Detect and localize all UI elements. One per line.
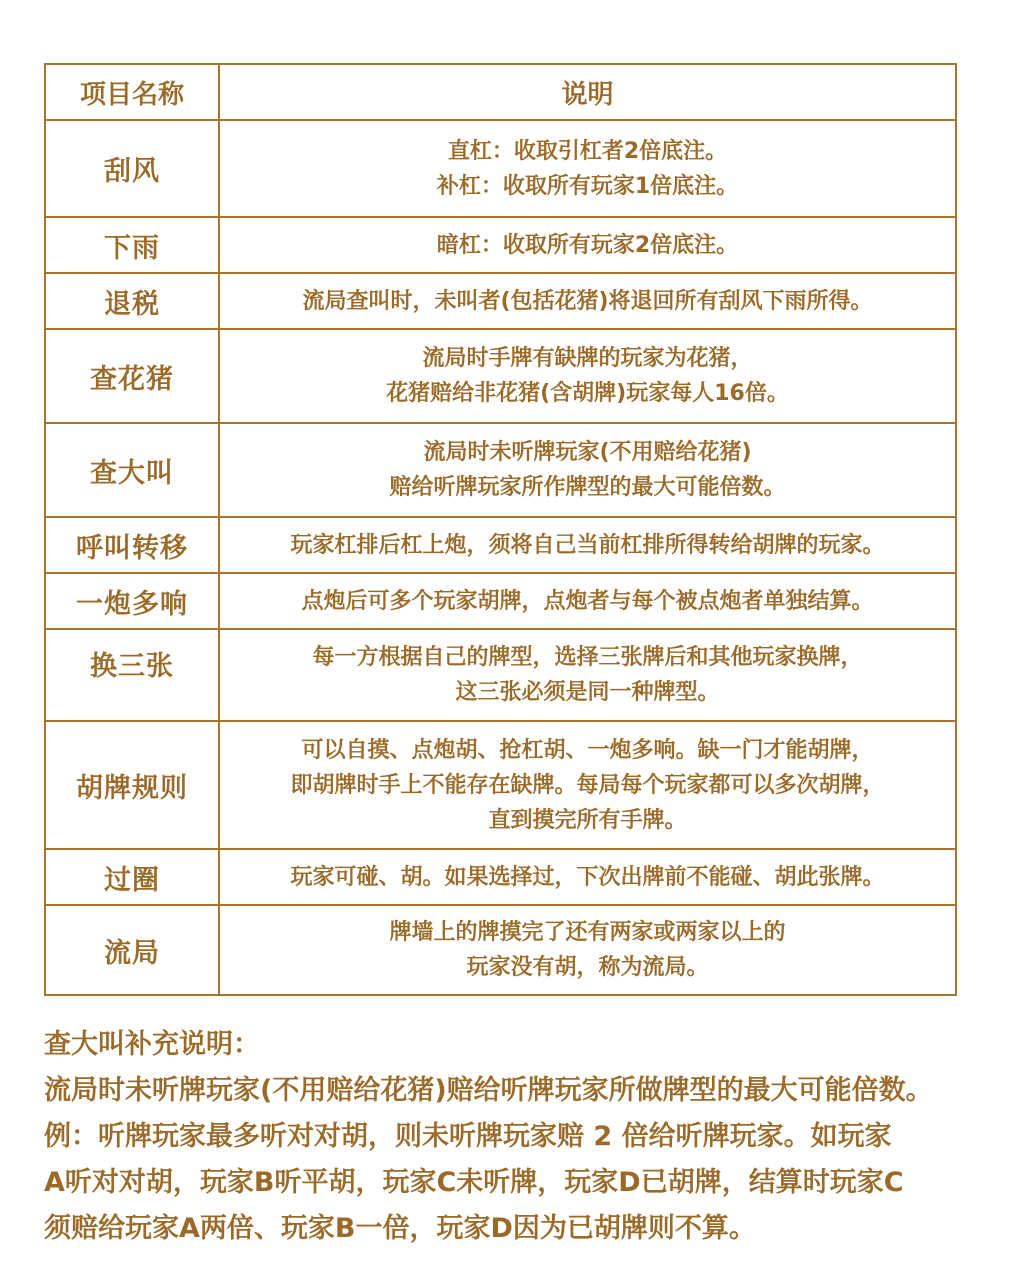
row-desc xyxy=(219,721,956,849)
table-header-row xyxy=(45,64,956,120)
row-name: 换三张 xyxy=(45,629,219,721)
desc-line: 流局时未听牌玩家(不用赔给花猪) xyxy=(423,440,752,465)
row-name: 退税 xyxy=(45,273,219,329)
desc-line: 点炮后可多个玩家胡牌，点炮者与每个被点炮者单独结算。 xyxy=(301,588,874,614)
row-name: 流局 xyxy=(45,905,219,995)
desc-line: 花猪赔给非花猪(含胡牌)玩家每人16倍。 xyxy=(386,381,789,406)
row-desc xyxy=(219,629,956,721)
table-row xyxy=(45,120,956,217)
table-row xyxy=(45,217,956,273)
table-row xyxy=(45,905,956,995)
desc-line: 直到摸完所有手牌。 xyxy=(488,807,687,833)
row-desc xyxy=(219,573,956,629)
desc-line: 赔给听牌玩家所作牌型的最大可能倍数。 xyxy=(389,475,786,500)
row-name: 胡牌规则 xyxy=(45,721,219,849)
row-desc xyxy=(219,217,956,273)
desc-line: 补杠：收取所有玩家1倍底注。 xyxy=(436,173,739,199)
row-name: 一炮多响 xyxy=(45,573,219,629)
header-name: 项目名称 xyxy=(45,64,219,120)
note-line: 流局时未听牌玩家(不用赔给花猪)赔给听牌玩家所做牌型的最大可能倍数。 xyxy=(44,1075,933,1106)
desc-line: 牌墙上的牌摸完了还有两家或两家以上的 xyxy=(389,920,786,945)
row-name: 呼叫转移 xyxy=(45,517,219,573)
row-desc xyxy=(219,329,956,423)
desc-line: 玩家没有胡，称为流局。 xyxy=(466,955,709,980)
desc-line: 流局查叫时，未叫者(包括花猪)将退回所有刮风下雨所得。 xyxy=(302,288,873,314)
note-title: 查大叫补充说明： xyxy=(44,1029,260,1060)
row-name: 查花猪 xyxy=(45,329,219,423)
desc-line: 玩家杠排后杠上炮，须将自己当前杠排所得转给胡牌的玩家。 xyxy=(290,532,885,558)
table-row xyxy=(45,629,956,721)
rules-body xyxy=(45,120,956,995)
desc-line: 这三张必须是同一种牌型。 xyxy=(455,680,720,705)
header-desc: 说明 xyxy=(219,64,956,120)
desc-line: 流局时手牌有缺牌的玩家为花猪， xyxy=(422,346,753,371)
desc-line: 可以自摸、点炮胡、抢杠胡、一炮多响。缺一门才能胡牌， xyxy=(301,737,874,763)
desc-line: 暗杠：收取所有玩家2倍底注。 xyxy=(436,232,739,258)
desc-line: 即胡牌时手上不能存在缺牌。每局每个玩家都可以多次胡牌， xyxy=(290,772,885,798)
table-row xyxy=(45,573,956,629)
table-row xyxy=(45,517,956,573)
row-desc xyxy=(219,905,956,995)
rules-table xyxy=(44,63,957,996)
table-row xyxy=(45,849,956,905)
table-row xyxy=(45,721,956,849)
row-name: 过圈 xyxy=(45,849,219,905)
desc-line: 直杠：收取引杠者2倍底注。 xyxy=(447,138,728,164)
row-name: 下雨 xyxy=(45,217,219,273)
supplement-note xyxy=(44,1022,974,1252)
table-row xyxy=(45,329,956,423)
row-desc xyxy=(219,120,956,217)
row-name: 刮风 xyxy=(45,120,219,217)
desc-line: 每一方根据自己的牌型，选择三张牌后和其他玩家换牌， xyxy=(312,645,863,670)
note-line: A听对对胡，玩家B听平胡，玩家C未听牌，玩家D已胡牌，结算时玩家C xyxy=(44,1167,904,1198)
row-desc xyxy=(219,423,956,517)
desc-line: 玩家可碰、胡。如果选择过，下次出牌前不能碰、胡此张牌。 xyxy=(290,864,885,890)
row-desc xyxy=(219,849,956,905)
table-row xyxy=(45,273,956,329)
row-desc xyxy=(219,517,956,573)
row-name: 查大叫 xyxy=(45,423,219,517)
row-desc xyxy=(219,273,956,329)
table-row xyxy=(45,423,956,517)
note-line: 例：听牌玩家最多听对对胡，则未听牌玩家赔 2 倍给听牌玩家。如玩家 xyxy=(44,1121,892,1152)
note-line: 须赔给玩家A两倍、玩家B一倍，玩家D因为已胡牌则不算。 xyxy=(44,1213,756,1244)
